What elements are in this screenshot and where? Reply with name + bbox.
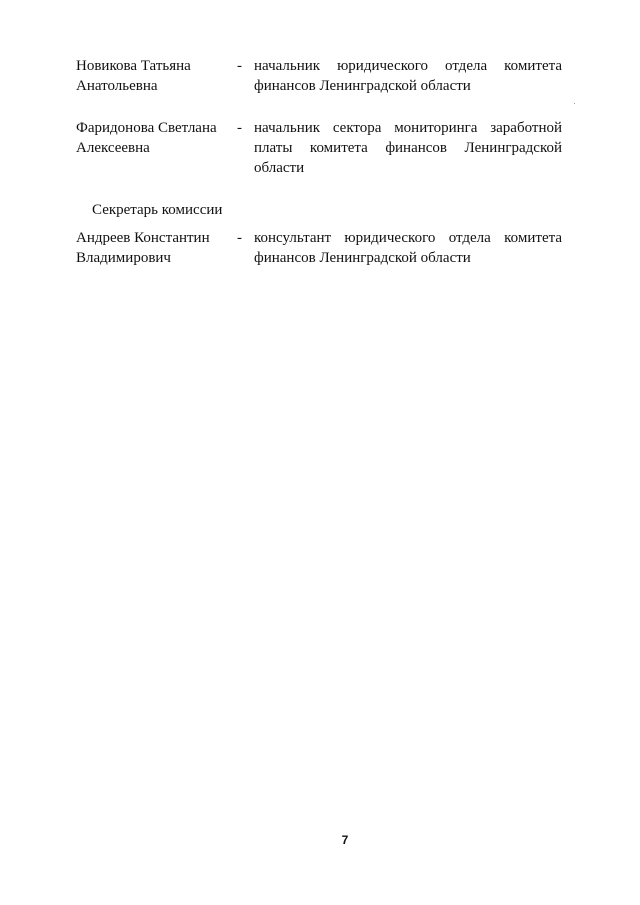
member-name	[76, 228, 236, 268]
member-role	[254, 56, 562, 96]
member-role	[254, 118, 562, 178]
member-role	[254, 228, 562, 268]
dash-separator: -	[237, 120, 242, 136]
secretary-heading: Секретарь комиссии	[92, 202, 223, 218]
member-role-line: начальник сектора мониторинга заработной	[254, 120, 562, 136]
member-name	[76, 118, 236, 158]
member-name-line: Андреев Константин	[76, 230, 210, 246]
member-role-line: области	[254, 160, 305, 176]
member-role-line: финансов Ленинградской области	[254, 78, 471, 94]
member-role-line: платы комитета финансов Ленинградской	[254, 140, 562, 156]
member-name	[76, 56, 236, 96]
scan-speck	[574, 103, 575, 104]
member-role-line: консультант юридического отдела комитета	[254, 230, 562, 246]
member-role-line: финансов Ленинградской области	[254, 250, 471, 266]
member-name-line: Новикова Татьяна	[76, 58, 191, 74]
member-name-line: Анатольевна	[76, 78, 158, 94]
member-name-line: Фаридонова Светлана	[76, 120, 217, 136]
dash-separator: -	[237, 230, 242, 246]
dash-separator: -	[237, 58, 242, 74]
member-name-line: Владимирович	[76, 250, 171, 266]
member-name-line: Алексеевна	[76, 140, 150, 156]
page-number: 7	[341, 833, 349, 847]
member-role-line: начальник юридического отдела комитета	[254, 58, 562, 74]
